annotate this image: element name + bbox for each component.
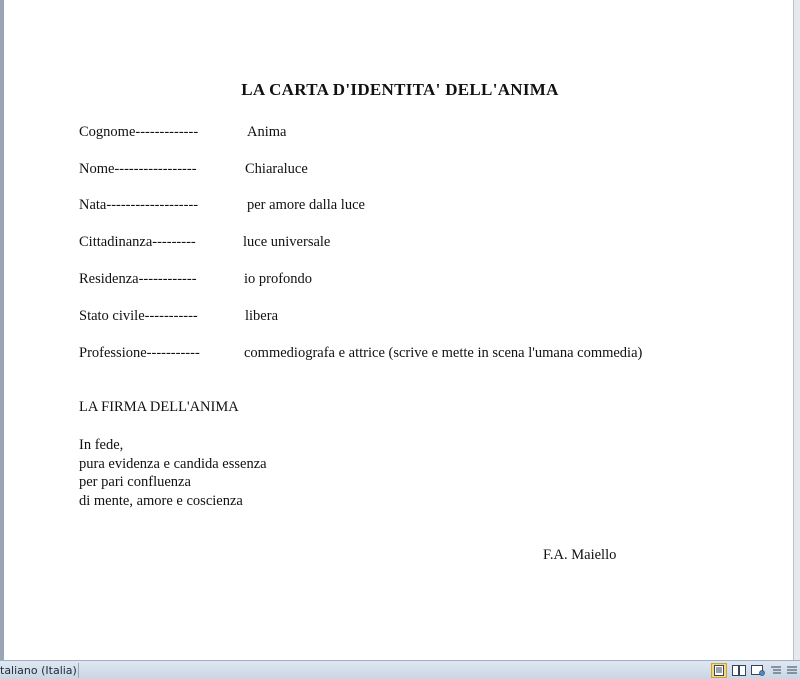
poem-line: per pari confluenza [79,474,191,490]
field-row-cittadinanza [79,234,779,254]
author-signature: F.A. Maiello [543,547,617,563]
poem-line: In fede, [79,437,124,453]
field-value: io profondo [244,271,313,287]
field-value: commediografa e attrice (scrive e mette in scena l'umana commedia) [244,345,643,361]
document-title: LA CARTA D'IDENTITA' DELL'ANIMA [241,80,559,99]
field-label: Cittadinanza--------- [79,234,196,250]
poem-block [79,436,267,510]
field-value: per amore dalla luce [247,197,365,213]
field-label: Nata------------------- [79,197,199,213]
field-row-residenza [79,271,779,291]
field-value: luce universale [243,234,331,250]
print-layout-icon[interactable] [711,663,727,678]
outline-icon[interactable] [768,663,784,678]
field-label: Stato civile----------- [79,308,198,324]
field-value: libera [245,308,279,324]
field-row-stato-civile [79,308,779,328]
full-reading-icon[interactable] [731,663,747,678]
poem-line: di mente, amore e coscienza [79,492,243,509]
field-label: Nome----------------- [79,161,197,177]
field-value: Anima [247,124,287,140]
poem-line: pura evidenza e candida essenza [79,455,267,472]
field-value: Chiaraluce [245,161,308,177]
field-row-professione [79,345,779,365]
field-label: Residenza------------ [79,271,197,287]
status-separator [78,663,79,678]
field-row-nome [79,161,779,181]
field-row-nata [79,197,779,217]
field-label: Professione----------- [79,345,200,361]
field-row-cognome [79,124,779,144]
status-bar [0,660,800,679]
signature-section-title: LA FIRMA DELL'ANIMA [79,399,239,415]
draft-icon[interactable] [784,663,800,678]
web-layout-icon[interactable] [750,663,766,678]
field-label: Cognome------------- [79,124,199,140]
language-indicator[interactable]: taliano (Italia) [0,664,77,677]
